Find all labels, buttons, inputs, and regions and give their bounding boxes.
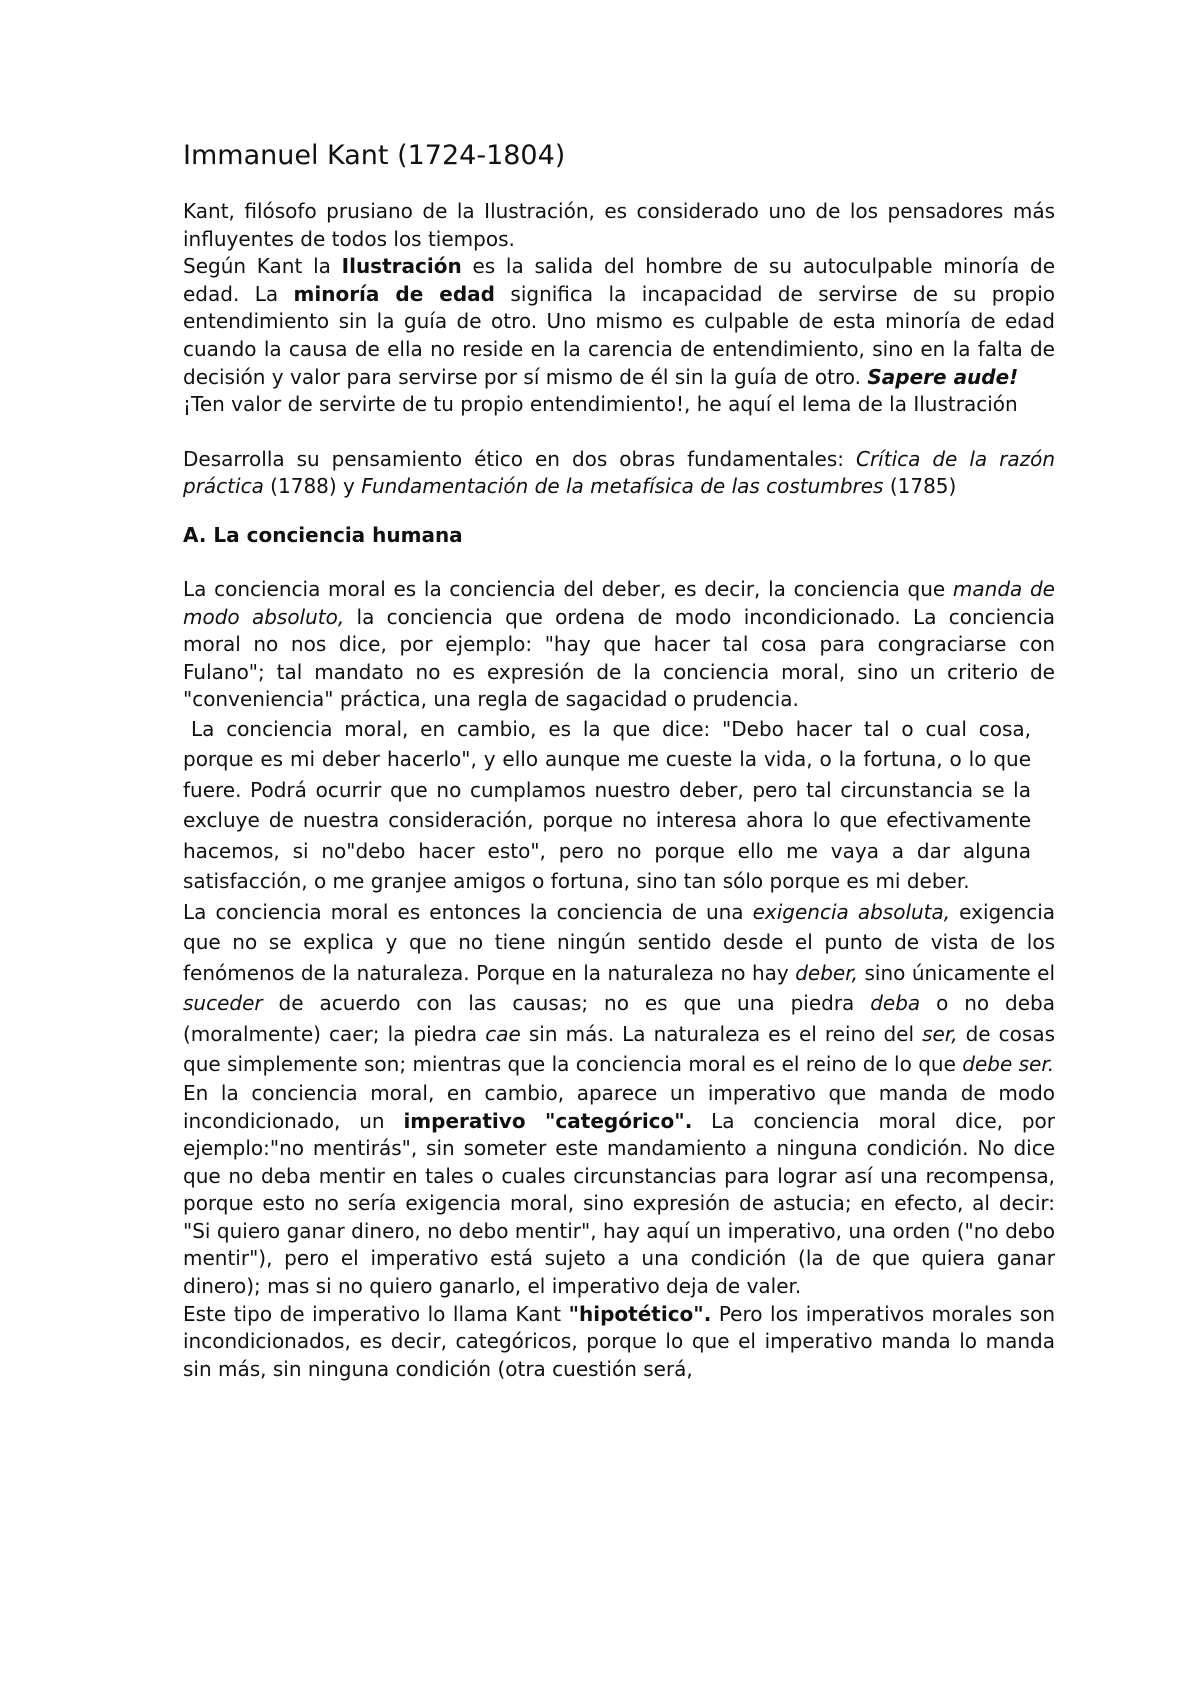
text-run: La conciencia moral es entonces la conciencia de una (183, 899, 753, 924)
document-body (183, 136, 1055, 1383)
work-title-fundamentacion: Fundamentación de la metafísica de las costumbres (361, 474, 884, 499)
emphasis: debe ser. (962, 1052, 1055, 1077)
text-run: de acuerdo con las causas; no es que una piedra (262, 991, 871, 1016)
text-run: Este tipo de imperativo lo llama Kant (183, 1301, 569, 1326)
text-run: ¡Ten valor de servirte de tu propio entendimiento!, he aquí el lema de la Ilustración (183, 392, 1018, 417)
text-run: o no deba (moralmente) caer; la piedra (183, 991, 1055, 1046)
text-run: (1785) (883, 474, 957, 499)
text-run: es la salida del hombre de su autoculpable minoría de edad. La (183, 254, 1055, 306)
text-run: Según Kant la (183, 254, 342, 279)
emphasis: ser, (922, 1021, 958, 1046)
section-paragraph-3 (183, 897, 1055, 1080)
spacer (183, 501, 1055, 521)
text-run: sin más. La naturaleza es el reino del (520, 1021, 923, 1046)
term-hipotetico: "hipotético". (568, 1301, 712, 1326)
text-run: La conciencia moral, en cambio, es la que dice: "Debo hacer tal o cual cosa, porque es mi deber hacerlo", y ello aunque me cueste la vida, o la fortuna, o lo que fuere. Podrá ocurrir que no cumplamos nuestro deber, pero tal circunstancia se la excluye de nuestra consideración, porque no interesa ahora lo que efectivamente hacemos, si no"debo hacer esto", pero no porque ello me vaya a dar alguna satisfacción, o me granjee amigos o fortuna, sino tan sólo porque es mi deber. (183, 716, 1031, 894)
text-run: La conciencia moral dice, por ejemplo:"no mentirás", sin someter este mandamiento a ninguna condición. No dice que no deba mentir en tales o cuales circunstancias para lograr así una recompensa, porque esto no sería exigencia moral, sino expresión de astucia; en efecto, al decir: "Si quiero ganar dinero, no debo mentir", hay aquí un imperativo, una orden ("no debo mentir"), pero el imperativo está sujeto a una condición (la de que quiera ganar dinero); mas si no quiero ganarlo, el imperativo deja de valer. (183, 1108, 1055, 1299)
text-run: Pero los imperativos morales son incondicionados, es decir, categóricos, porque lo que el imperativo manda lo manda sin más, sin ninguna condición (otra cuestión será, (183, 1301, 1055, 1381)
text-run: La conciencia moral es la conciencia del deber, es decir, la conciencia que (183, 576, 953, 601)
text-run: exigencia que no se explica y que no tiene ningún sentido desde el punto de vista de los fenómenos de la naturaleza. Porque en la naturaleza no hay (183, 899, 1056, 985)
text-run: En la conciencia moral, en cambio, aparece un imperativo que manda de modo incondicionado, un (183, 1080, 1055, 1133)
text-run: Desarrolla su pensamiento ético en dos obras fundamentales: (183, 446, 856, 471)
emphasis: manda de modo absoluto, (183, 576, 1055, 629)
text-run: de cosas que simplemente son; mientras que la conciencia moral es el reino de lo que (183, 1021, 1055, 1077)
emphasis: exigencia absoluta, (752, 899, 951, 924)
intro-paragraph-1 (183, 198, 1055, 253)
emphasis: deber, (795, 960, 858, 985)
spacer (183, 549, 1055, 576)
text-run: Kant, filósofo prusiano de la Ilustración, es considerado uno de los pensadores más influyentes de todos los tiempos. (183, 199, 1055, 251)
section-paragraph-1 (183, 576, 1055, 714)
document-title: Immanuel Kant (1724-1804) (183, 140, 566, 171)
text-run: significa la incapacidad de servirse de su propio entendimiento sin la guía de otro. Uno mismo es culpable de esta minoría de edad cuando la causa de ella no reside en la carencia de entendimiento, sino en la falta de decisión y valor para servirse por sí mismo de él sin la guía de otro. (183, 281, 1056, 389)
term-imperativo-categorico: imperativo "categórico". (403, 1108, 693, 1133)
intro-paragraph-2 (183, 253, 1055, 391)
work-title-critica: Crítica de la razón práctica (183, 446, 1055, 499)
section-paragraph-2 (183, 714, 1031, 897)
text-run: sino únicamente el (857, 960, 1056, 985)
section-paragraph-4 (183, 1080, 1055, 1301)
section-paragraph-5 (183, 1301, 1055, 1384)
emphasis: cae (485, 1021, 521, 1046)
emphasis: suceder (183, 991, 263, 1016)
section-heading: A. La conciencia humana (183, 522, 463, 547)
spacer (183, 419, 1055, 446)
term-minoria-de-edad: minoría de edad (293, 281, 495, 306)
text-run: (1788) y (263, 474, 362, 499)
intro-paragraph-3 (183, 391, 1055, 419)
emphasis: deba (870, 991, 921, 1016)
text-run: la conciencia que ordena de modo incondicionado. La conciencia moral no nos dice, por ejemplo: "hay que hacer tal cosa para congraciarse con Fulano"; tal mandato no es expresión de la conciencia moral, sino un criterio de "conveniencia" práctica, una regla de sagacidad o prudencia. (183, 604, 1056, 712)
motto-sapere-aude: Sapere aude! (867, 364, 1019, 389)
term-ilustracion: Ilustración (341, 254, 462, 279)
works-paragraph (183, 446, 1055, 501)
